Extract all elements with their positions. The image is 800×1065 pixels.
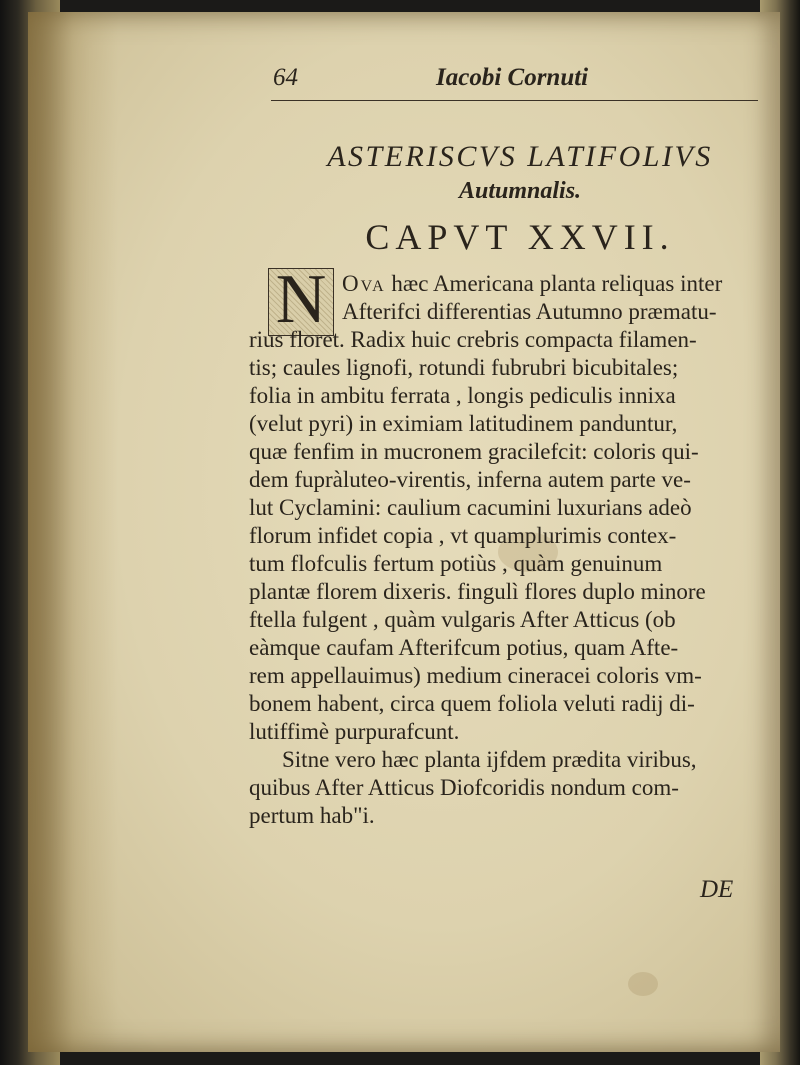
text-line: dem fupràluteo-virentis, inferna autem parte ve- [249,467,691,492]
text-line: eàmque caufam Afterifcum potius, quam Afte- [249,635,679,660]
text-line: (velut pyri) in eximiam latitudinem panduntur, [249,411,678,436]
drop-cap-initial: N [268,268,334,336]
text-line: ftella fulgent , quàm vulgaris After Atticus (ob [249,607,676,632]
catchword: DE [700,876,734,903]
text-line: rius floret. Radix huic crebris compacta filamen- [249,327,697,352]
text-line: tis; caules lignofi, rotundi fubrubri bicubitales; [249,355,679,380]
gutter-shadow [28,12,118,1052]
first-word-smallcaps: Ova [342,271,386,296]
text-line [342,270,722,298]
page-header [28,64,780,100]
text-line: tum flofculis fertum potiùs , quàm genuinum [249,551,663,576]
text-line: Sitne vero hæc planta ijfdem prædita viribus, [282,747,697,772]
text-line: folia in ambitu ferrata , longis pediculis innixa [249,383,676,408]
page-number: 64 [273,64,298,91]
chapter-heading: CAPVT XXVII. [365,217,675,257]
text-line: lut Cyclamini: caulium cacumini luxurians adeò [249,495,692,520]
chapter-main-title: ASTERISCVS LATIFOLIVS [327,140,713,173]
text-line: rem appellauimus) medium cineracei coloris vm- [249,663,702,688]
text-line: quæ fenfim in mucronem gracilefcit: coloris qui- [249,439,699,464]
text-line: plantæ florem dixeris. fingulì flores duplo minore [249,579,706,604]
text-line: pertum hab"i. [249,803,375,828]
running-title: Iacobi Cornuti [436,64,589,91]
text-line: quibus After Atticus Diofcoridis nondum com- [249,775,679,800]
book-page [28,12,780,1052]
text-line: florum infidet copia , vt quamplurimis contex- [249,523,677,548]
text-line: lutiffimè purpurafcunt. [249,719,460,744]
text-line: Afterifci differentias Autumno præmatu- [342,299,717,324]
text-line-content: hæc Americana planta reliquas inter [391,271,723,296]
paper-stain [628,972,658,996]
header-rule [271,100,758,101]
text-line: bonem habent, circa quem foliola veluti radij di- [249,691,695,716]
chapter-subtitle: Autumnalis. [458,178,582,204]
